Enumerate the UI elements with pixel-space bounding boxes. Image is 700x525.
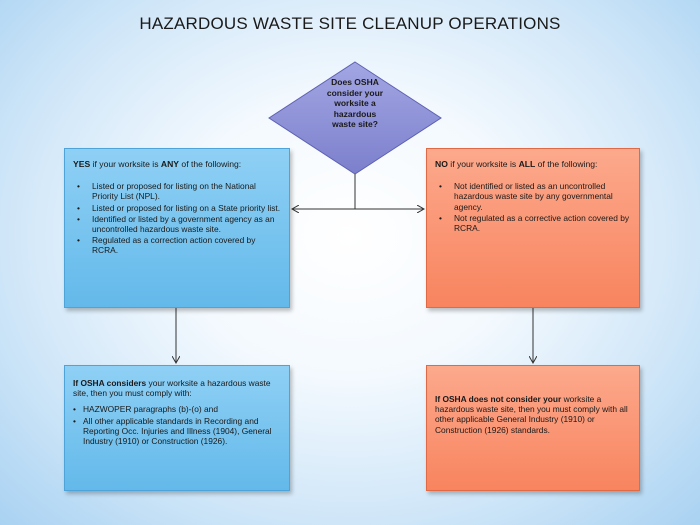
no-criteria-list <box>435 181 631 233</box>
list-item: • All other applicable standards in Recording and Reporting Occ. Injuries and Illness (1904), General Industry (1910) or Construction (1926). <box>73 416 281 447</box>
list-item: • Listed or proposed for listing on the National Priority List (NPL). <box>73 181 281 201</box>
decision-line: hazardous <box>333 108 377 119</box>
yes-heading-text: if your worksite is <box>90 159 161 169</box>
no-comply-intro-bold: If OSHA does not consider your <box>435 394 562 404</box>
yes-label: YES <box>73 159 91 169</box>
yes-heading-text-end: of the following: <box>179 159 242 169</box>
list-item: • Not identified or listed as an uncontrolled hazardous waste site by any governmental agency. <box>435 181 631 212</box>
no-label: NO <box>435 159 448 169</box>
comply-intro-bold: If OSHA considers <box>73 378 147 388</box>
decision-line: Does OSHA <box>331 77 379 87</box>
no-heading-text-end: of the following: <box>535 159 598 169</box>
list-item: • Listed or proposed for listing on a State priority list. <box>73 203 281 213</box>
decision-line: consider your <box>326 87 384 98</box>
decision-line: worksite a <box>334 98 376 108</box>
no-comply-text <box>435 394 631 435</box>
yes-criteria-box <box>64 148 290 308</box>
no-criteria-box <box>426 148 640 308</box>
list-item: • Regulated as a correction action covered by RCRA. <box>73 235 281 255</box>
comply-list <box>73 404 281 446</box>
all-label: ALL <box>518 159 536 169</box>
no-comply-requirements-box <box>426 365 640 491</box>
comply-intro-text: your worksite a hazardous waste site, then you must comply with: <box>73 378 271 399</box>
diagram-title: HAZARDOUS WASTE SITE CLEANUP OPERATIONS <box>139 14 561 33</box>
list-item: • HAZWOPER paragraphs (b)-(o) and <box>73 404 281 414</box>
list-item: • Not regulated as a corrective action covered by RCRA. <box>435 213 631 233</box>
no-criteria-heading <box>435 159 631 169</box>
no-comply-intro-text: worksite a hazardous waste site, then you must comply with all other applicable General Industry (1910) or Construction (1926) standards. <box>435 394 628 435</box>
decision-question <box>318 77 392 130</box>
yes-criteria-heading <box>73 159 281 169</box>
comply-intro <box>73 378 281 398</box>
yes-criteria-list <box>73 181 281 255</box>
no-heading-text: if your worksite is <box>447 159 519 169</box>
list-item: • Identified or listed by a government agency as an uncontrolled hazardous waste site. <box>73 214 281 234</box>
decision-line: waste site? <box>332 119 378 129</box>
comply-requirements-box <box>64 365 290 491</box>
any-label: ANY <box>160 159 180 169</box>
